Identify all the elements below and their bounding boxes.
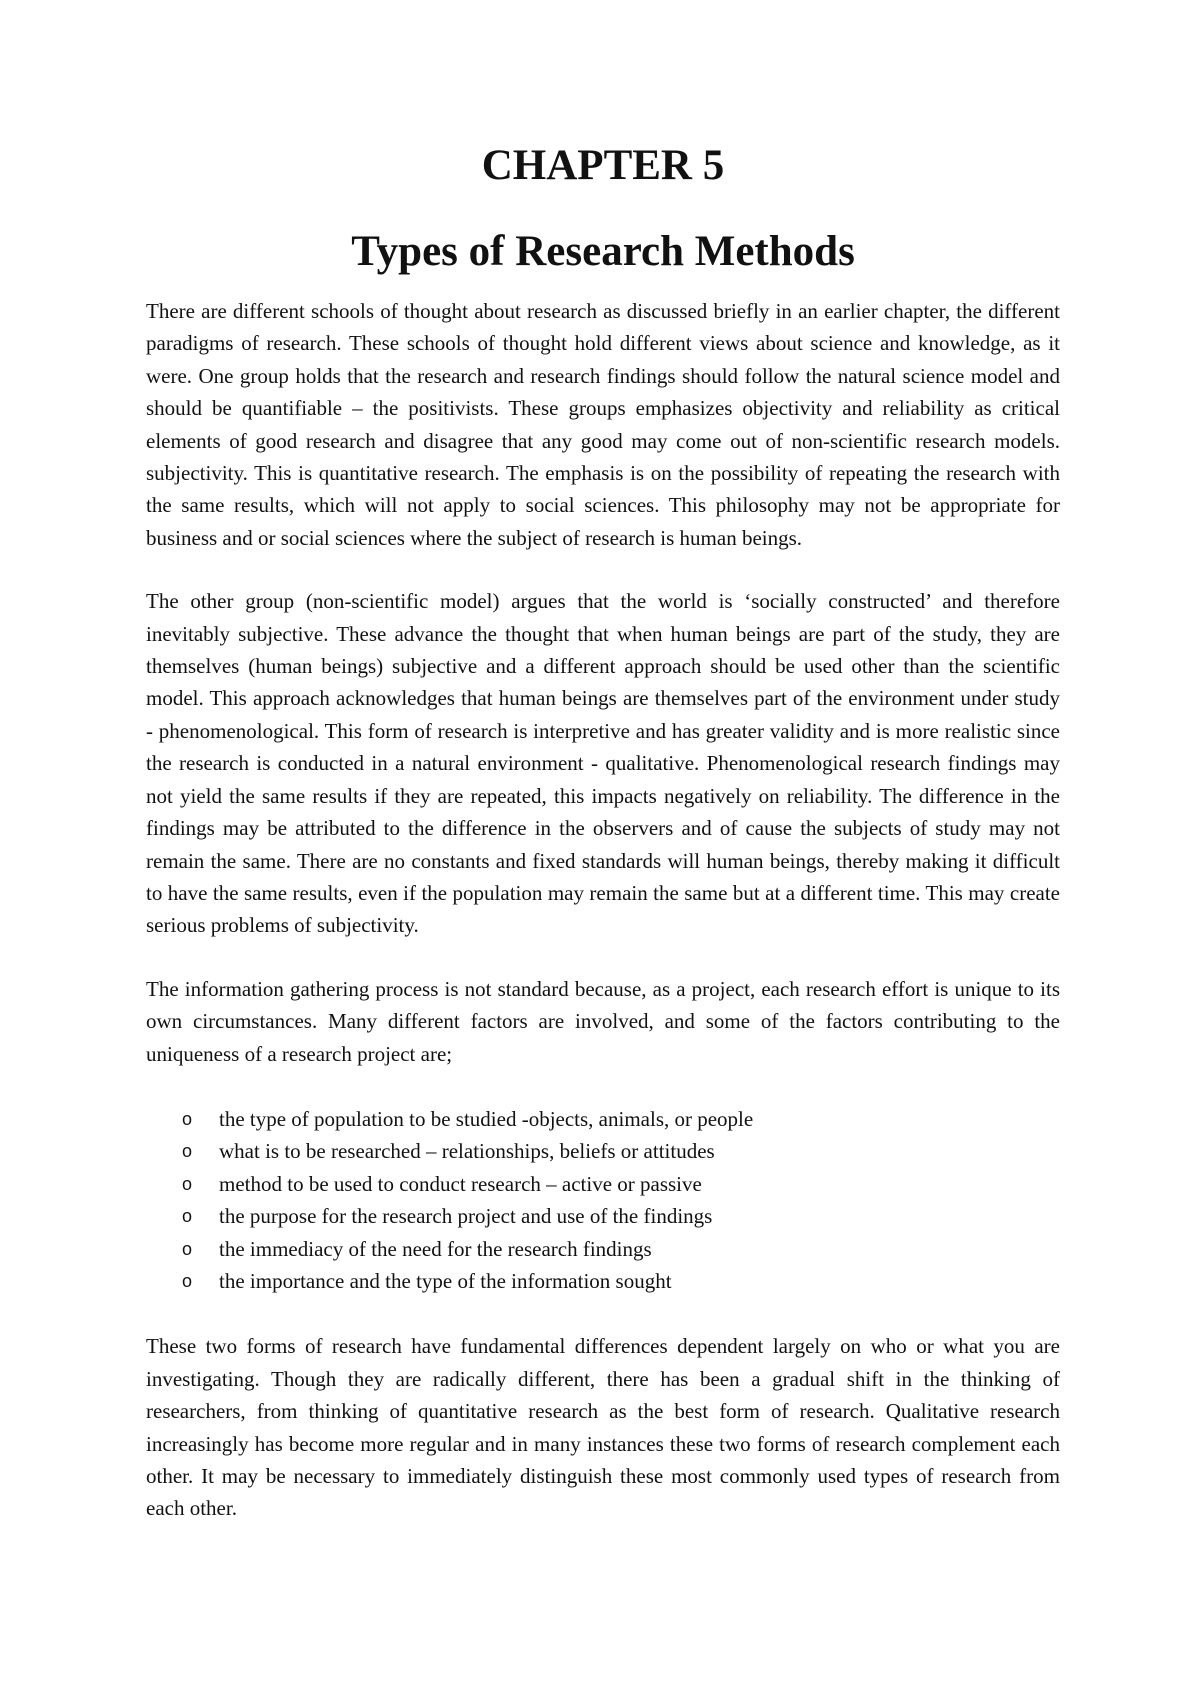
- list-item: [146, 1103, 1060, 1135]
- list-item: [146, 1168, 1060, 1200]
- factors-list: [146, 1103, 1060, 1297]
- paragraph-non-scientific-model: The other group (non-scientific model) argues that the world is ‘socially constructed’ and therefore inevitably subjective. These advance the thought that when human beings are part of the study, they are themselves (human beings) subjective and a different approach should be used other than the scientific model. This approach acknowledges that human beings are themselves part of the environment under study - phenomenological. This form of research is interpretive and has greater validity and is more realistic since the research is conducted in a natural environment - qualitative. Phenomenological research findings may not yield the same results if they are repeated, this impacts negatively on reliability. The difference in the findings may be attributed to the difference in the observers and of cause the subjects of study may not remain the same. There are no constants and fixed standards will human beings, thereby making it difficult to have the same results, even if the population may remain the same but at a different time. This may create serious problems of subjectivity.: [146, 589, 1060, 938]
- paragraph-schools-of-thought: There are different schools of thought about research as discussed briefly in an earlier chapter, the different paradigms of research. These schools of thought hold different views about science and knowledge, as it were. One group holds that the research and research findings should follow the natural science model and should be quantifiable – the positivists. These groups emphasizes objectivity and reliability as critical elements of good research and disagree that any good may come out of non-scientific research models. subjectivity. This is quantitative research. The emphasis is on the possibility of repeating the research with the same results, which will not apply to social sciences. This philosophy may not be appropriate for business and or social sciences where the subject of research is human beings.: [146, 299, 1060, 550]
- paragraph-information-gathering: The information gathering process is not standard because, as a project, each research effort is unique to its own circumstances. Many different factors are involved, and some of the factors contributing to the uniqueness of a research project are;: [146, 976, 1060, 1066]
- list-item-text: the purpose for the research project and use of the findings: [219, 1204, 713, 1229]
- list-item-text: the importance and the type of the information sought: [219, 1268, 672, 1293]
- list-item-text: what is to be researched – relationships, beliefs or attitudes: [219, 1139, 715, 1164]
- circle-bullet-icon: o: [182, 1206, 193, 1227]
- chapter-label: CHAPTER 5: [481, 142, 725, 189]
- document-page: [146, 140, 1060, 1525]
- circle-bullet-icon: o: [182, 1108, 193, 1129]
- circle-bullet-icon: o: [182, 1141, 193, 1162]
- list-item: [146, 1200, 1060, 1232]
- circle-bullet-icon: o: [182, 1270, 193, 1291]
- list-item: [146, 1265, 1060, 1297]
- list-item-text: method to be used to conduct research – active or passive: [219, 1171, 702, 1196]
- paragraph-two-forms-of-research: These two forms of research have fundamental differences dependent largely on who or what you are investigating. Though they are radically different, there has been a gradual shift in the thinking of researchers, from thinking of quantitative research as the best form of research. Qualitative research increasingly has become more regular and in many instances these two forms of research complement each other. It may be necessary to immediately distinguish these most commonly used types of research from each other.: [146, 1334, 1060, 1521]
- circle-bullet-icon: o: [182, 1173, 193, 1194]
- chapter-title: Types of Research Methods: [351, 228, 855, 275]
- list-item: [146, 1233, 1060, 1265]
- list-item-text: the type of population to be studied -objects, animals, or people: [219, 1106, 754, 1131]
- circle-bullet-icon: o: [182, 1238, 193, 1259]
- list-item-text: the immediacy of the need for the research findings: [219, 1236, 652, 1261]
- list-item: [146, 1135, 1060, 1167]
